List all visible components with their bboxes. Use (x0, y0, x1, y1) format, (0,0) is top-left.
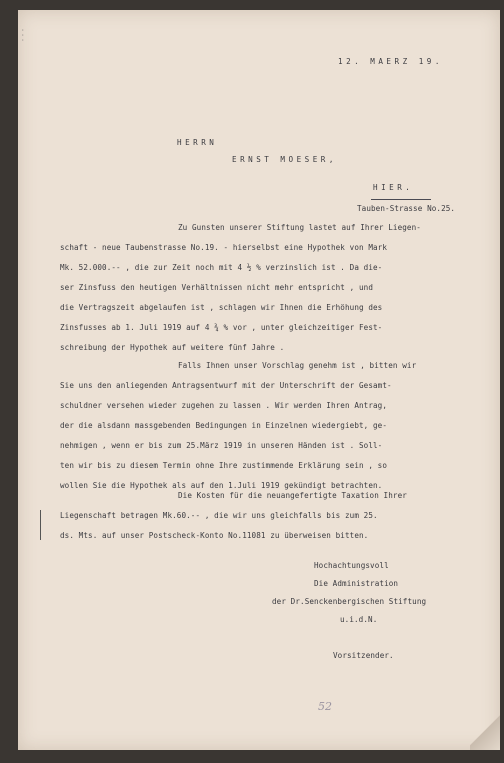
body-line: schreibung der Hypothek auf weitere fünf Jahre . (60, 343, 285, 352)
body-line: ten wir bis zu diesem Termin ohne Ihre zustimmende Erklärung sein , so (60, 461, 388, 470)
body-line: Zu Gunsten unserer Stiftung lastet auf Ihrer Liegen- (178, 223, 421, 232)
body-line: der die alsdann massgebenden Bedingungen in Einzelnen wiedergiebt, ge- (60, 421, 388, 430)
body-line: Mk. 52.000.-- , die zur Zeit noch mit 4 ½ % verzinslich ist . Da die- (60, 263, 383, 272)
addressee-street: Tauben-Strasse No.25. (357, 204, 456, 213)
body-line: Liegenschaft betragen Mk.60.-- , die wir uns gleichfalls bis zum 25. (60, 511, 378, 520)
place-underline (371, 199, 431, 200)
addressee-place: HIER. (373, 183, 414, 192)
binding-holes: · · · (21, 27, 25, 44)
letter-sheet (18, 10, 500, 750)
folio-number: 52 (318, 700, 332, 713)
body-line: Zinsfusses ab 1. Juli 1919 auf 4 ¾ % vor , unter gleichzeitiger Fest- (60, 323, 383, 332)
body-line: wollen Sie die Hypothek als auf den 1.Juli 1919 gekündigt betrachten. (60, 481, 383, 490)
addressee-name: ERNST MOESER, (232, 155, 337, 164)
body-line: Sie uns den anliegenden Antragsentwurf mit der Unterschrift der Gesamt- (60, 381, 392, 390)
body-line: nehmigen , wenn er bis zum 25.März 1919 in unseren Händen ist . Soll- (60, 441, 383, 450)
signature-role: Vorsitzender. (333, 651, 394, 660)
body-line: ds. Mts. auf unser Postscheck-Konto No.11081 zu überweisen bitten. (60, 531, 369, 540)
closing-uidn: u.i.d.N. (340, 615, 378, 624)
body-line: Die Kosten für die neuangefertigte Taxation Ihrer (178, 491, 407, 500)
salutation: HERRN (177, 138, 218, 147)
body-line: Falls Ihnen unser Vorschlag genehm ist , bitten wir (178, 361, 417, 370)
letter-date: 12. MAERZ 19. (338, 57, 443, 66)
closing-foundation: der Dr.Senckenbergischen Stiftung (272, 597, 427, 606)
body-line: ser Zinsfuss den heutigen Verhältnissen nicht mehr entspricht , und (60, 283, 374, 292)
body-line: die Vertragszeit abgelaufen ist , schlagen wir Ihnen die Erhöhung des (60, 303, 383, 312)
body-line: schaft - neue Taubenstrasse No.19. - hierselbst eine Hypothek von Mark (60, 243, 388, 252)
closing-administration: Die Administration (314, 579, 399, 588)
closing-greeting: Hochachtungsvoll (314, 561, 389, 570)
corner-fold (470, 712, 500, 750)
body-line: schuldner versehen wieder zugehen zu lassen . Wir werden Ihren Antrag, (60, 401, 388, 410)
margin-pencil-mark (40, 510, 41, 540)
